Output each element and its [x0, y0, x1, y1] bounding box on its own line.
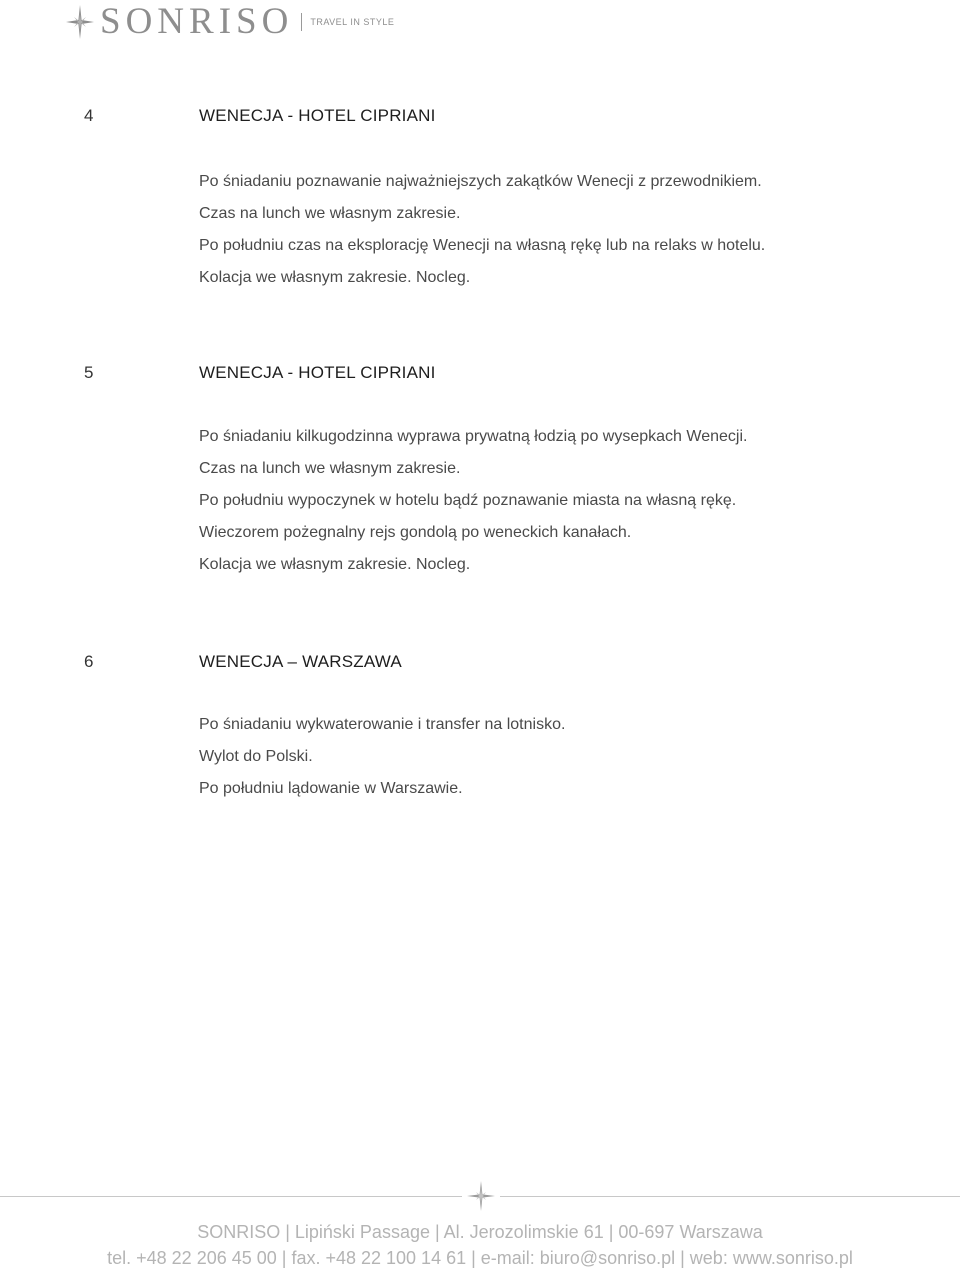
description-line: Kolacja we własnym zakresie. Nocleg.: [199, 556, 471, 573]
compass-star-icon: [467, 1181, 495, 1211]
description-line: Czas na lunch we własnym zakresie.: [199, 205, 461, 222]
description-line: Czas na lunch we własnym zakresie.: [199, 460, 461, 477]
footer-contact: tel. +48 22 206 45 00 | fax. +48 22 100 14 61 | e-mail: biuro@sonriso.pl | web: www.sonriso.pl: [107, 1248, 853, 1268]
day-title: WENECJA - HOTEL CIPRIANI: [199, 363, 436, 382]
day-description: [199, 709, 565, 805]
day-number: 6: [84, 652, 94, 671]
description-line: Po śniadaniu kilkugodzinna wyprawa prywatną łodzią po wysepkach Wenecji.: [199, 428, 748, 445]
description-line: Wieczorem pożegnalny rejs gondolą po weneckich kanałach.: [199, 524, 632, 541]
footer-divider-left: [0, 1196, 462, 1197]
day-description: [199, 421, 747, 581]
footer-divider-right: [500, 1196, 960, 1197]
logo-divider: [301, 13, 302, 31]
description-line: Po śniadaniu poznawanie najważniejszych zakątków Wenecji z przewodnikiem.: [199, 173, 762, 190]
brand-tagline: TRAVEL IN STYLE: [310, 17, 395, 27]
footer-address: SONRISO | Lipiński Passage | Al. Jerozolimskie 61 | 00-697 Warszawa: [197, 1222, 763, 1242]
compass-star-icon: [66, 5, 94, 39]
description-line: Po południu wypoczynek w hotelu bądź poznawanie miasta na własną rękę.: [199, 492, 737, 509]
brand-wordmark: SONRISO: [100, 1, 294, 42]
day-title: WENECJA – WARSZAWA: [199, 652, 402, 671]
day-title: WENECJA - HOTEL CIPRIANI: [199, 106, 436, 125]
description-line: Po południu lądowanie w Warszawie.: [199, 780, 463, 797]
description-line: Po południu czas na eksplorację Wenecji na własną rękę lub na relaks w hotelu.: [199, 237, 766, 254]
day-number: 5: [84, 363, 94, 382]
sonriso-logo: [66, 1, 395, 42]
description-line: Wylot do Polski.: [199, 748, 313, 765]
day-number: 4: [84, 106, 94, 125]
description-line: Po śniadaniu wykwaterowanie i transfer na lotnisko.: [199, 716, 566, 733]
day-description: [199, 166, 765, 294]
description-line: Kolacja we własnym zakresie. Nocleg.: [199, 269, 471, 286]
